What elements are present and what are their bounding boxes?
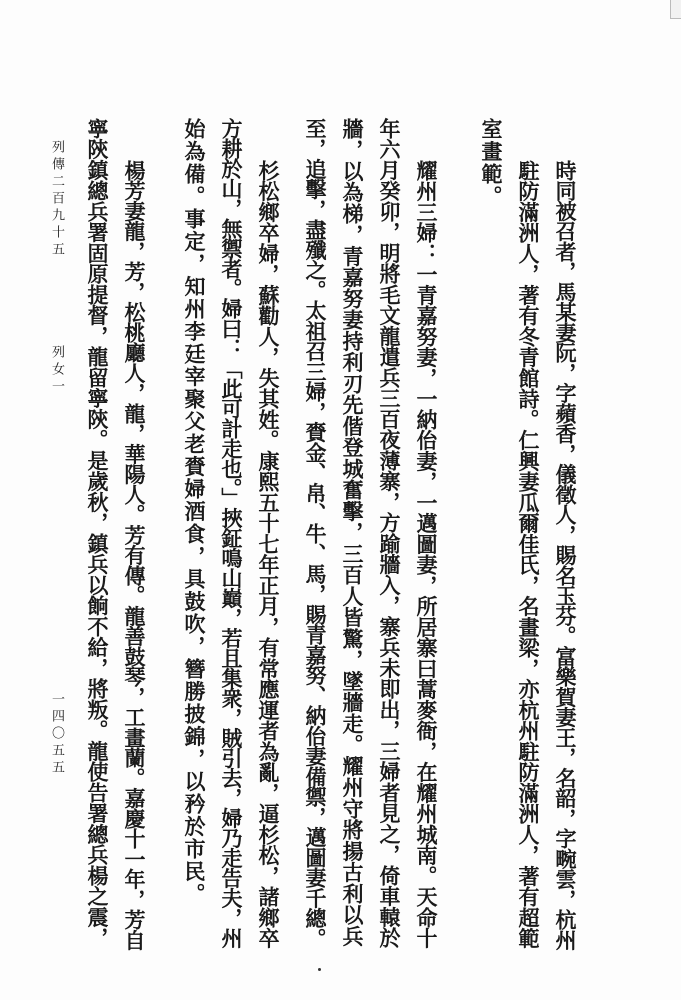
running-header-section: 列女一 xyxy=(49,345,64,396)
running-header-volume: 列傳二百九十五 xyxy=(49,140,64,259)
text-column-11: 楊芳妻龍，芳，松桃廳人，龍，華陽人。芳有傳。龍善鼓琴，工畫蘭。嘉慶十一年，芳自 xyxy=(122,160,147,950)
page-number: 一四〇五五 xyxy=(49,692,64,777)
text-column-3: 室畫範。 xyxy=(479,118,504,208)
text-column-8: 杉松鄉卒婦，蘇勸人，失其姓。康熙五十七年正月，有常應運者為亂，逼杉松，諸鄉卒 xyxy=(256,160,281,949)
text-column-7: 至，追擊，盡殲之。太祖召三婦，賚金、帛、牛、馬，賜青嘉努、納佁妻備禦，邁圖妻千總。 xyxy=(303,118,328,949)
text-column-6: 牆，以為梯，青嘉努妻持利刃先偕登城奮擊，三百人皆驚，墜牆走。耀州守將揚古利以兵 xyxy=(340,118,365,947)
text-column-5: 年六月癸卯，明將毛文龍遣兵三百夜薄寨，方踰牆入，寨兵未即出，三婦者見之，倚車轅於 xyxy=(377,118,402,948)
text-column-9: 方耕於山，無禦者。婦曰：「此可計走也。」挾鉦鳴山巔，若且集衆，賊引去，婦乃走告夫，州 xyxy=(219,118,244,948)
text-column-1: 時同被召者，馬某妻阮，字蘋香，儀徵人，賜名玉芬。富樂賀妻王，名韶，字畹雲，杭州 xyxy=(553,160,578,950)
scan-speck xyxy=(318,968,321,971)
text-column-4: 耀州三婦：一青嘉努妻，一納佁妻，一邁圖妻，所居寨曰蒿麥衙，在耀州城南。天命十 xyxy=(414,160,439,949)
text-column-10: 始為備。事定，知州李廷宰聚父老賚婦酒食，具鼓吹，簪勝披錦，以矜於市民。 xyxy=(182,118,207,906)
text-column-2: 駐防滿洲人，著有冬青館詩。仁興妻瓜爾佳氏，名畫梁，亦杭州駐防滿洲人，著有超範 xyxy=(516,160,541,949)
text-column-12: 寧陝鎮總兵署固原提督，龍留寧陝。是歲秋，鎮兵以餉不給，將叛。龍使告署總兵楊之震， xyxy=(85,118,110,948)
scan-corner-mark xyxy=(670,0,681,19)
